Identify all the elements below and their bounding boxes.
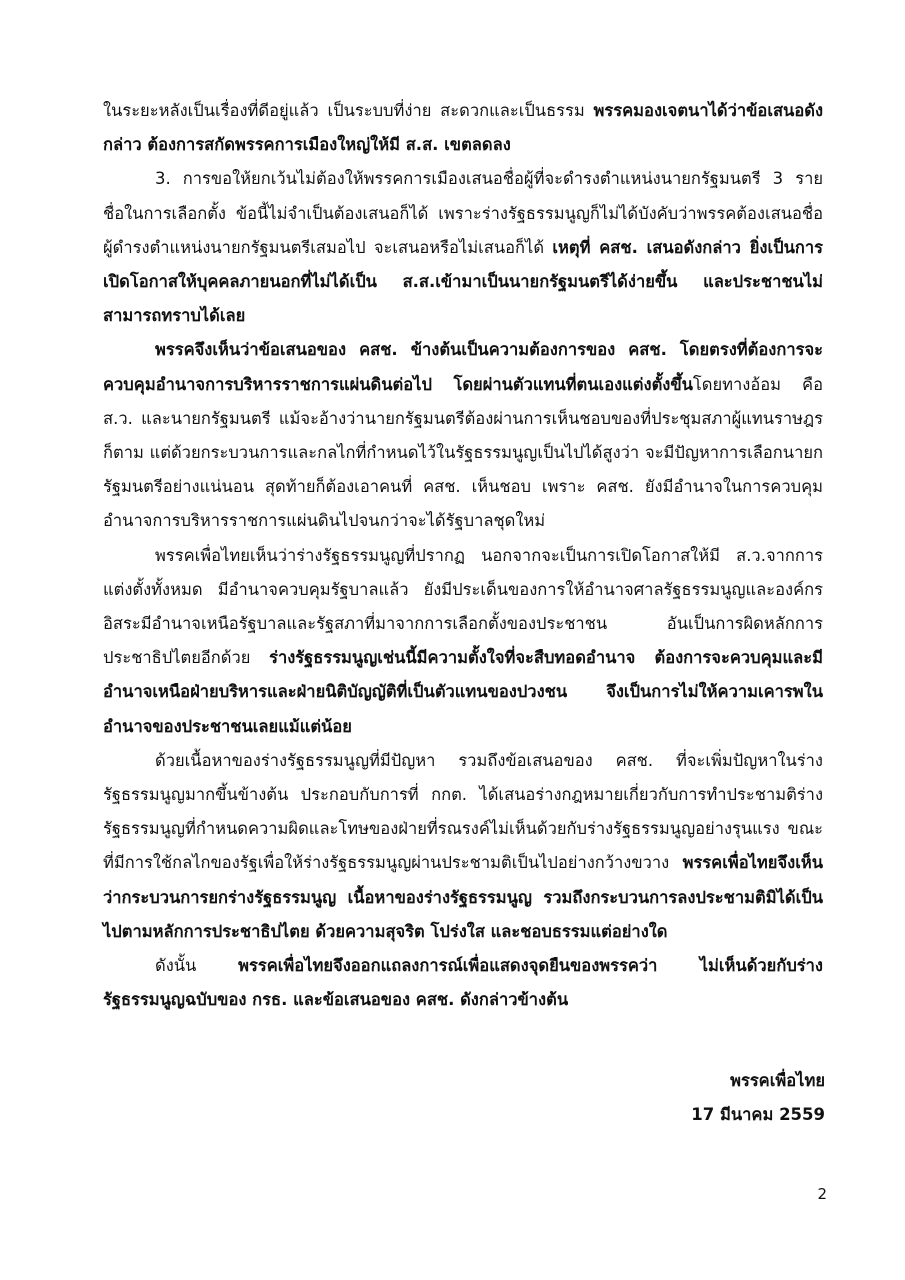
paragraph xyxy=(103,333,823,538)
text-run: ในระยะหลังเป็นเรื่องที่ดีอยู่แล้ว เป็นระบบที่ง่าย สะดวกและเป็นธรรม xyxy=(103,101,594,120)
text-run: 3. การขอให้ยกเว้นไม่ต้องให้พรรคการเมืองเสนอชื่อผู้ที่จะดำรงตำแหน่งนายกรัฐมนตรี 3 รายชื่อในการเลือกตั้ง ข้อนี้ไม่จำเป็นต้องเสนอก็ได้ เพราะร่างรัฐธรรมนูญก็ไม่ได้บังคับว่าพรรคต้องเสนอชื่อผู้ดำรงตำแหน่งนายกรัฐมนตรีเสมอไป จะเสนอหรือไม่เสนอก็ได้ xyxy=(103,169,823,257)
text-run: ดังนั้น xyxy=(155,956,239,976)
bold-text-run: เหตุที่ คสช. เสนอดังกล่าว ยิ่งเป็นการเปิดโอกาสให้บุคคลภายนอกที่ไม่ได้เป็น ส.ส.เข้ามาเป็นนายกรัฐมนตรีได้ง่ายขึ้น และประชาชนไม่สามารถทราบได้เลย xyxy=(103,237,823,326)
text-run: โดยทางอ้อม คือ ส.ว. และนายกรัฐมนตรี แม้จะอ้างว่านายกรัฐมนตรีต้องผ่านการเห็นชอบของที่ประชุมสภาผู้แทนราษฎรก็ตาม แต่ด้วยกระบวนการและกลไกที่กำหนดไว้ในรัฐธรรมนูญเป็นไปได้สูงว่า จะมีปัญหาการเลือกนายกรัฐมนตรีอย่างแน่นอน สุดท้ายก็ต้องเอาคนที่ คสช. เห็นชอบ เพราะ คสช. ยังมีอำนาจในการควบคุมอำนาจการบริหารราชการแผ่นดินไปจนกว่าจะได้รัฐบาลชุดใหม่ xyxy=(103,374,823,531)
text-run: พรรคเพื่อไทยเห็นว่าร่างรัฐธรรมนูญที่ปรากฏ นอกจากจะเป็นการเปิดโอกาสให้มี ส.ว.จากการแต่งตั้งทั้งหมด มีอำนาจควบคุมรัฐบาลแล้ว ยังมีประเด็นของการให้อำนาจศาลรัฐธรรมนูญและองค์กรอิสระมีอำนาจเหนือรัฐบาลและรัฐสภาที่มาจากการเลือกตั้งของประชาชน อันเป็นการผิดหลักการประชาธิปไตยอีกด้วย xyxy=(103,545,823,668)
bold-text-run: พรรคเพื่อไทยจึงเห็นว่ากระบวนการยกร่างรัฐธรรมนูญ เนื้อหาของร่างรัฐธรรมนูญ รวมถึงกระบวนการลงประชามติมิได้เป็นไปตามหลักการประชาธิปไตย ด้วยความสุจริต โปร่งใส และชอบธรรมแต่อย่างใด xyxy=(103,853,823,941)
text-run: ด้วยเนื้อหาของร่างรัฐธรรมนูญที่มีปัญหา รวมถึงข้อเสนอของ คสช. ที่จะเพิ่มปัญหาในร่างรัฐธรรมนูญมากขึ้นข้างต้น ประกอบกับการที่ กกต. ได้เสนอร่างกฎหมายเกี่ยวกับการทำประชามติร่างรัฐธรรมนูญที่กำหนดความผิดและโทษของฝ่ายที่รณรงค์ไม่เห็นด้วยกับร่างรัฐธรรมนูญอย่างรุนแรง ขณะที่มีการใช้กลไกของรัฐเพื่อให้ร่างรัฐธรรมนูญผ่านประชามติเป็นไปอย่างกว้างขวาง xyxy=(103,750,823,873)
paragraph xyxy=(103,162,823,333)
signature-date: 17 มีนาคม 2559 xyxy=(691,1105,825,1124)
bold-text-run: พรรคมองเจตนาได้ว่าข้อเสนอดังกล่าว ต้องการสกัดพรรคการเมืองใหญ่ให้มี ส.ส. เขตลดลง xyxy=(103,101,823,155)
paragraph xyxy=(103,539,823,744)
paragraph xyxy=(103,94,823,162)
bold-text-run: พรรคเพื่อไทยจึงออกแถลงการณ์เพื่อแสดงจุดยืนของพรรคว่า ไม่เห็นด้วยกับร่างรัฐธรรมนูญฉบับของ กรธ. และข้อเสนอของ คสช. ดังกล่าวข้างต้น xyxy=(103,956,823,1010)
paragraph xyxy=(103,949,823,1017)
statement-body xyxy=(103,94,823,1017)
bold-text-run: ร่างรัฐธรรมนูญเช่นนี้มีความตั้งใจที่จะสืบทอดอำนาจ ต้องการจะควบคุมและมีอำนาจเหนือฝ่ายบริหารและฝ่ายนิติบัญญัติที่เป็นตัวแทนของปวงชน จึงเป็นการไม่ให้ความเคารพในอำนาจของประชาชนเลยแม้แต่น้อย xyxy=(103,648,823,736)
bold-text-run: พรรคจึงเห็นว่าข้อเสนอของ คสช. ข้างต้นเป็นความต้องการของ คสช. โดยตรงที่ต้องการจะควบคุมอำนาจการบริหารราชการแผ่นดินต่อไป โดยผ่านตัวแทนที่ตนเองแต่งตั้งขึ้น xyxy=(103,340,823,394)
signature-party-name: พรรคเพื่อไทย xyxy=(730,1071,825,1090)
page-number: 2 xyxy=(817,1185,827,1203)
paragraph xyxy=(103,744,823,949)
